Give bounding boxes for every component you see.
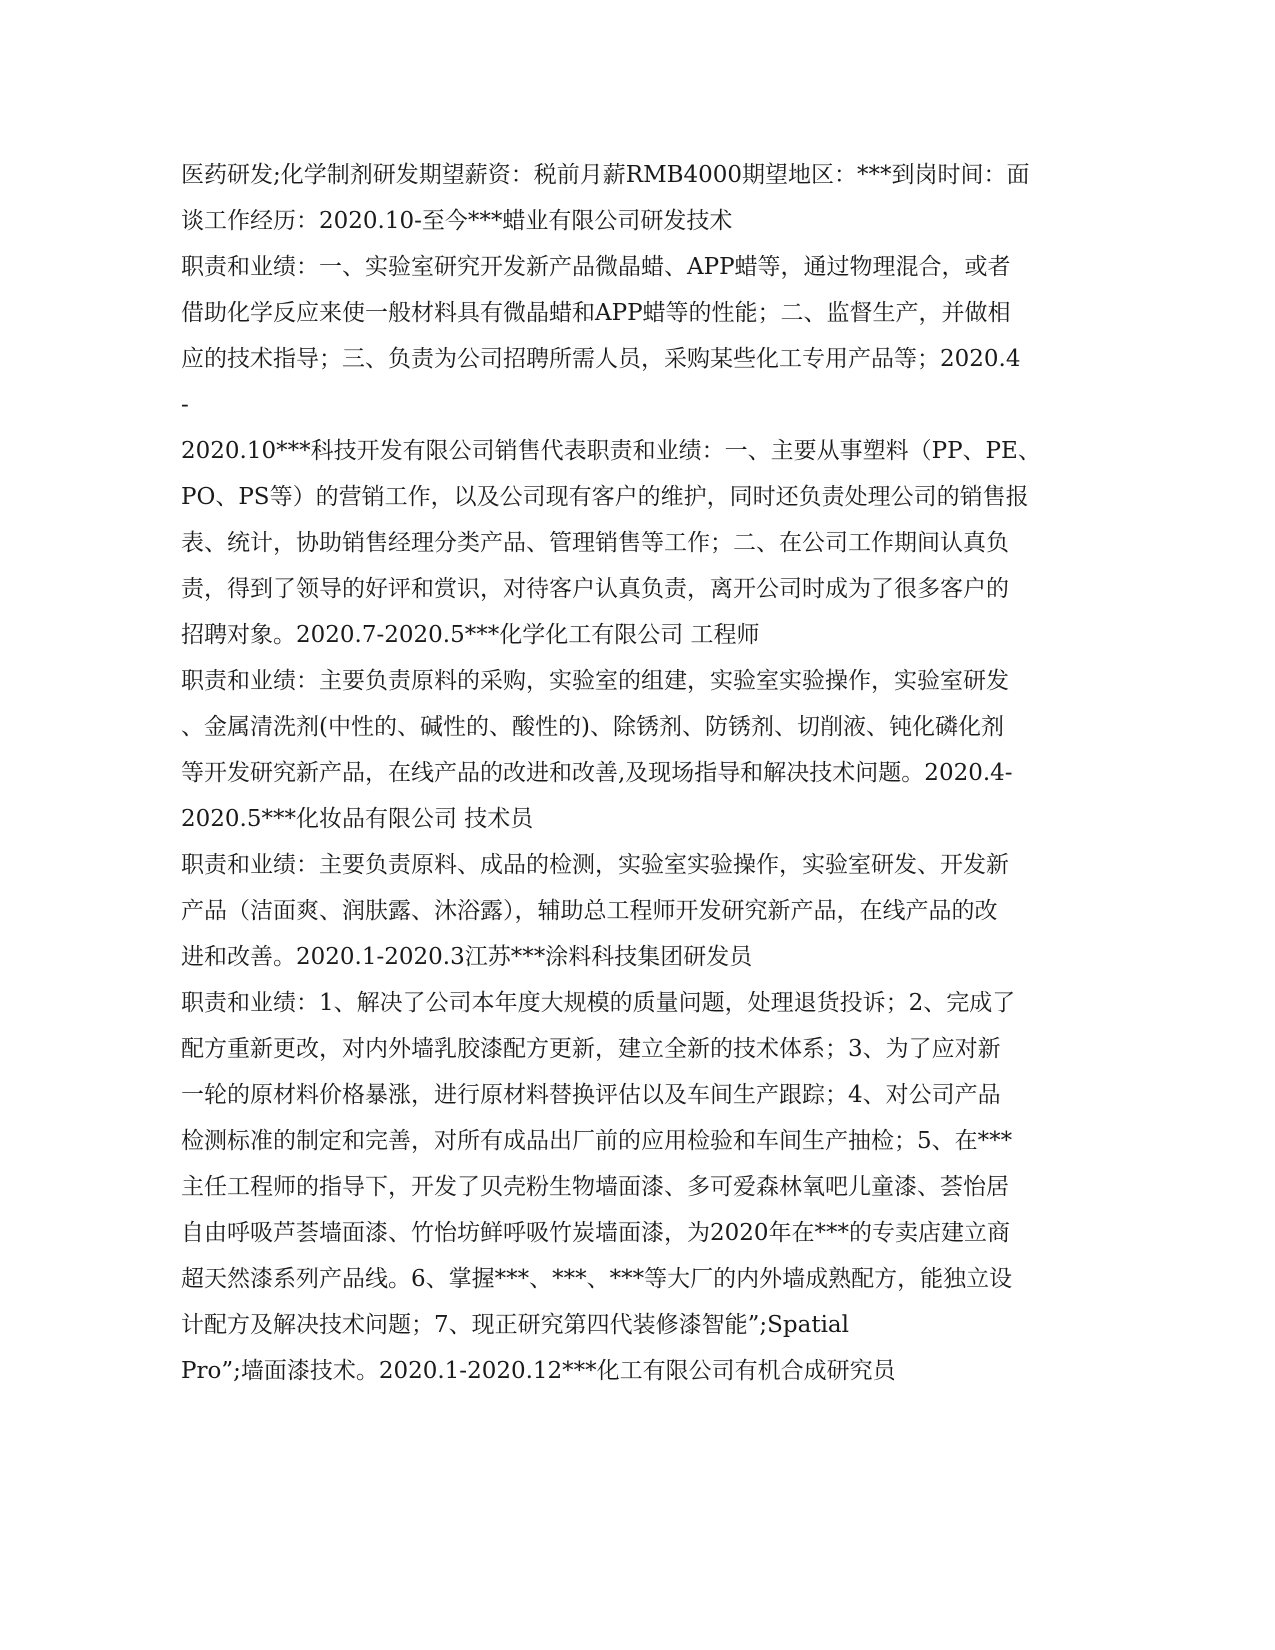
text-line: 自由呼吸芦荟墙面漆、竹怡坊鲜呼吸竹炭墙面漆，为2020年在***的专卖店建立商 <box>181 1220 1011 1246</box>
text-line: 检测标准的制定和完善，对所有成品出厂前的应用检验和车间生产抽检；5、在*** <box>181 1128 1013 1154</box>
text-line: 医药研发;化学制剂研发期望薪资：税前月薪RMB4000期望地区：***到岗时间：面 <box>181 162 1030 188</box>
text-line: 职责和业绩：主要负责原料的采购，实验室的组建，实验室实验操作，实验室研发 <box>181 668 1009 694</box>
text-line: 招聘对象。2020.7-2020.5***化学化工有限公司 工程师 <box>181 622 760 648</box>
text-line: 责，得到了领导的好评和赏识，对待客户认真负责，离开公司时成为了很多客户的 <box>181 576 1009 602</box>
text-line: 职责和业绩：1、解决了公司本年度大规模的质量问题，处理退货投诉；2、完成了 <box>181 990 1016 1016</box>
text-line: 产品（洁面爽、润肤露、沐浴露），辅助总工程师开发研究新产品，在线产品的改 <box>181 898 998 924</box>
text-line: 2020.10***科技开发有限公司销售代表职责和业绩：一、主要从事塑料（PP、PE、 <box>181 438 1041 464</box>
text-line: 职责和业绩：一、实验室研究开发新产品微晶蜡、APP蜡等，通过物理混合，或者 <box>181 254 1011 280</box>
text-line: 2020.5***化妆品有限公司 技术员 <box>181 806 534 832</box>
resume-work-experience-text <box>181 152 1051 1394</box>
text-line: 表、统计，协助销售经理分类产品、管理销售等工作；二、在公司工作期间认真负 <box>181 530 1009 556</box>
text-line: 借助化学反应来使一般材料具有微晶蜡和APP蜡等的性能；二、监督生产，并做相 <box>181 300 1011 326</box>
text-line: 应的技术指导；三、负责为公司招聘所需人员，采购某些化工专用产品等；2020.4 <box>181 346 1021 372</box>
text-line: 等开发研究新产品，在线产品的改进和改善,及现场指导和解决技术问题。2020.4- <box>181 760 1013 786</box>
text-line: PO、PS等）的营销工作，以及公司现有客户的维护，同时还负责处理公司的销售报 <box>181 484 1029 510</box>
text-line: 进和改善。2020.1-2020.3江苏***涂料科技集团研发员 <box>181 944 753 970</box>
text-line: 超天然漆系列产品线。6、掌握***、***、***等大厂的内外墙成熟配方，能独立设 <box>181 1266 1013 1292</box>
text-line: Pro”;墙面漆技术。2020.1-2020.12***化工有限公司有机合成研究员 <box>181 1358 896 1384</box>
text-line: 计配方及解决技术问题；7、现正研究第四代装修漆智能”;Spatial <box>181 1312 849 1338</box>
text-line: - <box>181 392 189 418</box>
text-line: 一轮的原材料价格暴涨，进行原材料替换评估以及车间生产跟踪；4、对公司产品 <box>181 1082 1001 1108</box>
text-line: 、金属清洗剂(中性的、碱性的、酸性的)、除锈剂、防锈剂、切削液、钝化磷化剂 <box>181 714 1004 740</box>
text-line: 职责和业绩：主要负责原料、成品的检测，实验室实验操作，实验室研发、开发新 <box>181 852 1009 878</box>
text-line: 谈工作经历：2020.10-至今***蜡业有限公司研发技术 <box>181 208 733 234</box>
text-line: 配方重新更改，对内外墙乳胶漆配方更新，建立全新的技术体系；3、为了应对新 <box>181 1036 1001 1062</box>
text-line: 主任工程师的指导下，开发了贝壳粉生物墙面漆、多可爱森林氧吧儿童漆、荟怡居 <box>181 1174 1009 1200</box>
